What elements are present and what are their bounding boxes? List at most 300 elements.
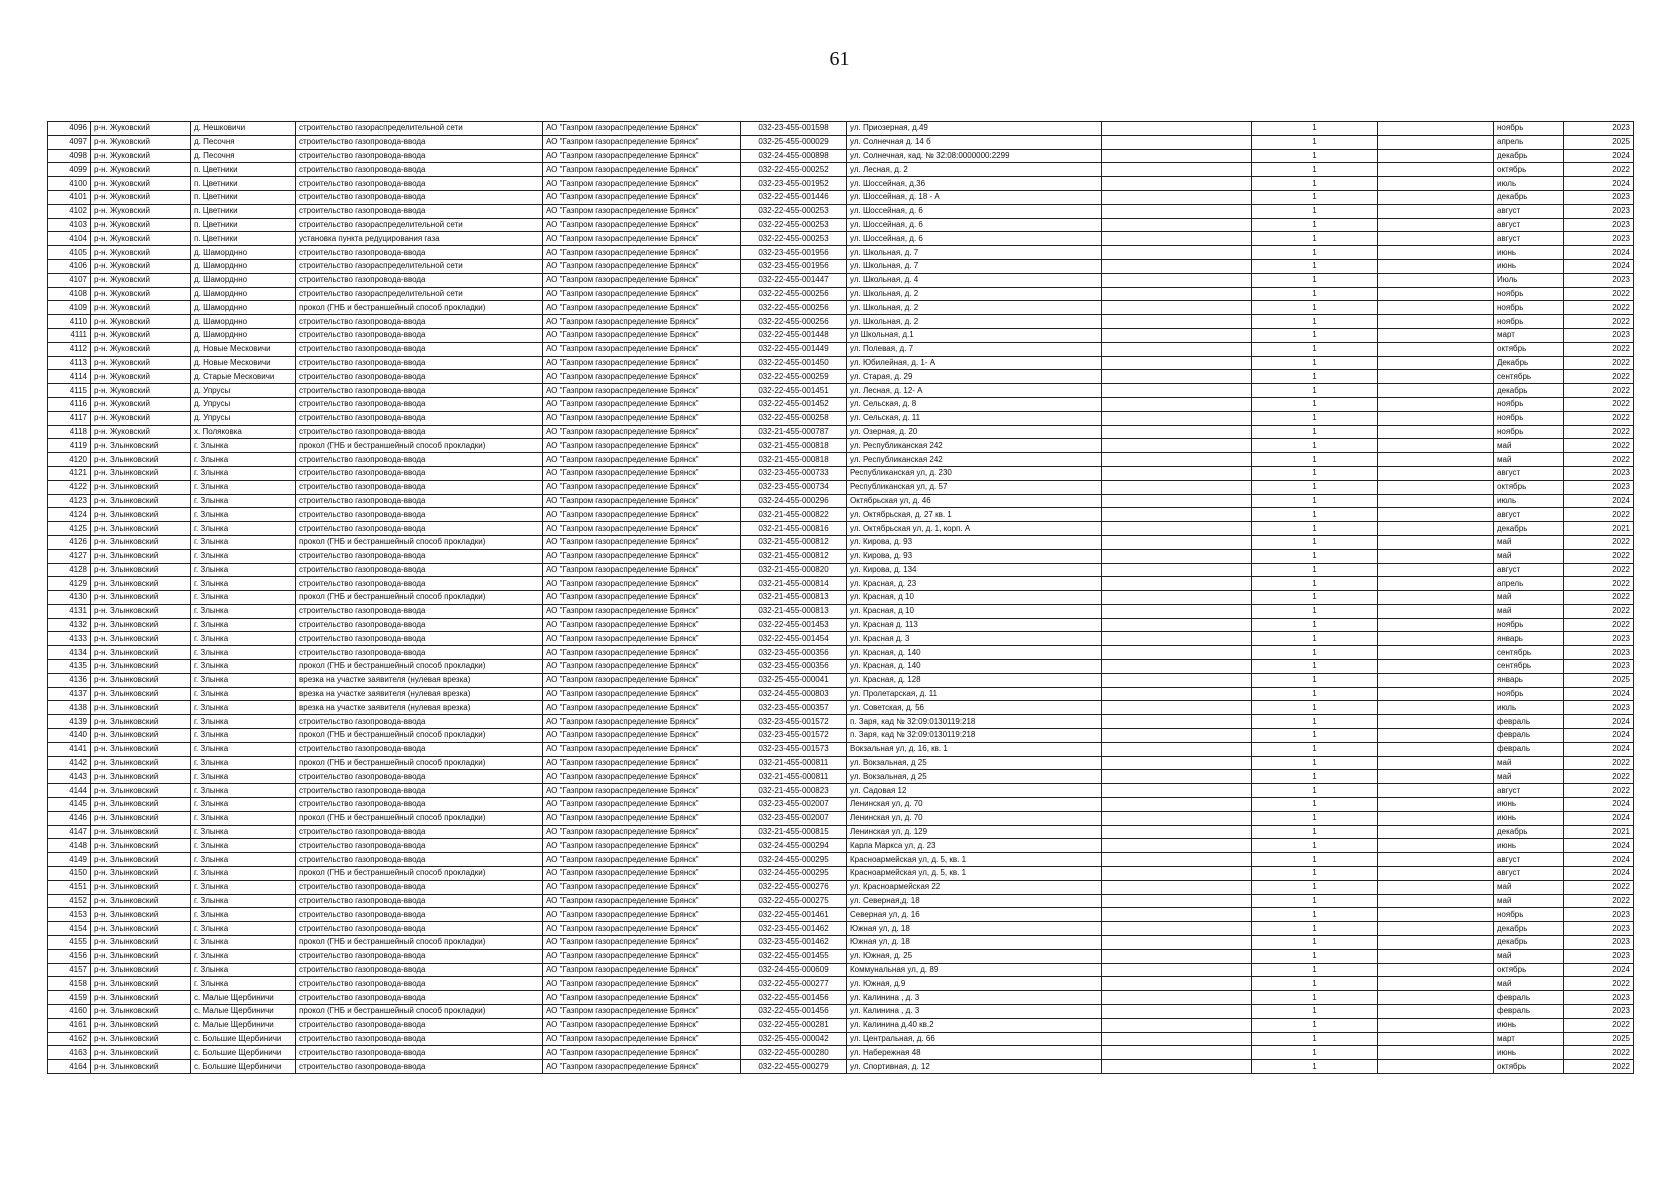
blank-cell <box>1102 742 1252 756</box>
quantity: 1 <box>1252 411 1378 425</box>
year: 2024 <box>1564 494 1634 508</box>
month: апрель <box>1494 135 1564 149</box>
row-number: 4122 <box>48 480 91 494</box>
work-type: строительство газопровода-ввода <box>296 563 543 577</box>
blank-cell <box>1378 301 1494 315</box>
year: 2024 <box>1564 687 1634 701</box>
settlement: г. Злынка <box>191 701 296 715</box>
blank-cell <box>1378 618 1494 632</box>
blank-cell <box>1102 149 1252 163</box>
row-number: 4134 <box>48 646 91 660</box>
district: р-н. Жуковский <box>91 397 191 411</box>
month: март <box>1494 1032 1564 1046</box>
organization: АО "Газпром газораспределение Брянск" <box>543 949 741 963</box>
work-type: строительство газопровода-ввода <box>296 190 543 204</box>
table-row <box>48 287 1634 301</box>
work-type: строительство газопровода-ввода <box>296 370 543 384</box>
table-row <box>48 135 1634 149</box>
quantity: 1 <box>1252 453 1378 467</box>
month: декабрь <box>1494 922 1564 936</box>
organization: АО "Газпром газораспределение Брянск" <box>543 756 741 770</box>
application-number: 032-23-455-001572 <box>741 715 847 729</box>
quantity: 1 <box>1252 273 1378 287</box>
application-number: 032-23-455-000733 <box>741 466 847 480</box>
year: 2024 <box>1564 963 1634 977</box>
blank-cell <box>1378 991 1494 1005</box>
work-type: прокол (ГНБ и бестраншейный способ прокладки) <box>296 1005 543 1019</box>
year: 2022 <box>1564 315 1634 329</box>
blank-cell <box>1102 342 1252 356</box>
quantity: 1 <box>1252 1060 1378 1074</box>
row-number: 4115 <box>48 384 91 398</box>
address: ул. Кирова, д. 93 <box>847 549 1102 563</box>
district: р-н. Злынковский <box>91 549 191 563</box>
year: 2024 <box>1564 867 1634 881</box>
month: май <box>1494 949 1564 963</box>
application-number: 032-23-455-001573 <box>741 742 847 756</box>
table-row <box>48 936 1634 950</box>
blank-cell <box>1378 742 1494 756</box>
district: р-н. Злынковский <box>91 453 191 467</box>
address: ул. Шоссейная, д. 6 <box>847 204 1102 218</box>
year: 2022 <box>1564 1046 1634 1060</box>
address: ул. Набережная 48 <box>847 1046 1102 1060</box>
blank-cell <box>1378 328 1494 342</box>
quantity: 1 <box>1252 880 1378 894</box>
blank-cell <box>1378 949 1494 963</box>
quantity: 1 <box>1252 315 1378 329</box>
row-number: 4154 <box>48 922 91 936</box>
month: май <box>1494 591 1564 605</box>
settlement: г. Злынка <box>191 867 296 881</box>
row-number: 4148 <box>48 839 91 853</box>
application-number: 032-22-455-000277 <box>741 977 847 991</box>
row-number: 4139 <box>48 715 91 729</box>
work-type: прокол (ГНБ и бестраншейный способ прокладки) <box>296 811 543 825</box>
year: 2023 <box>1564 632 1634 646</box>
work-type: строительство газопровода-ввода <box>296 908 543 922</box>
work-type: строительство газопровода-ввода <box>296 798 543 812</box>
blank-cell <box>1102 991 1252 1005</box>
district: р-н. Жуковский <box>91 425 191 439</box>
address: ул. Красная, д. 140 <box>847 646 1102 660</box>
district: р-н. Злынковский <box>91 466 191 480</box>
month: февраль <box>1494 742 1564 756</box>
organization: АО "Газпром газораспределение Брянск" <box>543 784 741 798</box>
quantity: 1 <box>1252 177 1378 191</box>
district: р-н. Жуковский <box>91 190 191 204</box>
quantity: 1 <box>1252 936 1378 950</box>
district: р-н. Злынковский <box>91 977 191 991</box>
quantity: 1 <box>1252 1018 1378 1032</box>
address: Карла Маркса ул, д. 23 <box>847 839 1102 853</box>
row-number: 4152 <box>48 894 91 908</box>
settlement: г. Злынка <box>191 466 296 480</box>
row-number: 4142 <box>48 756 91 770</box>
quantity: 1 <box>1252 328 1378 342</box>
year: 2024 <box>1564 729 1634 743</box>
work-type: строительство газопровода-ввода <box>296 1032 543 1046</box>
application-number: 032-21-455-000815 <box>741 825 847 839</box>
year: 2023 <box>1564 190 1634 204</box>
settlement: д. Упрусы <box>191 397 296 411</box>
application-number: 032-21-455-000816 <box>741 522 847 536</box>
quantity: 1 <box>1252 742 1378 756</box>
district: р-н. Жуковский <box>91 287 191 301</box>
month: май <box>1494 535 1564 549</box>
month: май <box>1494 770 1564 784</box>
blank-cell <box>1378 135 1494 149</box>
address: ул. Шоссейная, д.36 <box>847 177 1102 191</box>
work-type: прокол (ГНБ и бестраншейный способ прокладки) <box>296 756 543 770</box>
settlement: г. Злынка <box>191 453 296 467</box>
district: р-н. Злынковский <box>91 577 191 591</box>
settlement: г. Злынка <box>191 977 296 991</box>
organization: АО "Газпром газораспределение Брянск" <box>543 218 741 232</box>
quantity: 1 <box>1252 618 1378 632</box>
work-type: строительство газопровода-ввода <box>296 522 543 536</box>
year: 2022 <box>1564 453 1634 467</box>
row-number: 4107 <box>48 273 91 287</box>
settlement: с. Большие Щербиничи <box>191 1046 296 1060</box>
month: ноябрь <box>1494 397 1564 411</box>
blank-cell <box>1102 370 1252 384</box>
blank-cell <box>1378 867 1494 881</box>
blank-cell <box>1378 729 1494 743</box>
row-number: 4098 <box>48 149 91 163</box>
month: декабрь <box>1494 190 1564 204</box>
district: р-н. Злынковский <box>91 867 191 881</box>
quantity: 1 <box>1252 232 1378 246</box>
organization: АО "Газпром газораспределение Брянск" <box>543 936 741 950</box>
blank-cell <box>1378 1046 1494 1060</box>
year: 2022 <box>1564 563 1634 577</box>
blank-cell <box>1102 273 1252 287</box>
settlement: г. Злынка <box>191 853 296 867</box>
address: Красноармейская ул, д. 5, кв. 1 <box>847 867 1102 881</box>
row-number: 4104 <box>48 232 91 246</box>
row-number: 4099 <box>48 163 91 177</box>
month: октябрь <box>1494 1060 1564 1074</box>
settlement: г. Злынка <box>191 963 296 977</box>
organization: АО "Газпром газораспределение Брянск" <box>543 301 741 315</box>
year: 2024 <box>1564 259 1634 273</box>
work-type: строительство газопровода-ввода <box>296 508 543 522</box>
district: р-н. Злынковский <box>91 632 191 646</box>
district: р-н. Жуковский <box>91 177 191 191</box>
application-number: 032-22-455-001456 <box>741 991 847 1005</box>
table-row <box>48 646 1634 660</box>
blank-cell <box>1378 1032 1494 1046</box>
month: август <box>1494 563 1564 577</box>
year: 2023 <box>1564 701 1634 715</box>
work-type: строительство газопровода-ввода <box>296 342 543 356</box>
organization: АО "Газпром газораспределение Брянск" <box>543 384 741 398</box>
address: ул. Кирова, д. 93 <box>847 535 1102 549</box>
quantity: 1 <box>1252 825 1378 839</box>
month: июнь <box>1494 798 1564 812</box>
blank-cell <box>1102 577 1252 591</box>
address: Республиканская ул, д. 57 <box>847 480 1102 494</box>
row-number: 4116 <box>48 397 91 411</box>
table-row <box>48 908 1634 922</box>
settlement: с. Малые Щербиничи <box>191 1018 296 1032</box>
year: 2022 <box>1564 770 1634 784</box>
application-number: 032-21-455-000814 <box>741 577 847 591</box>
year: 2022 <box>1564 425 1634 439</box>
blank-cell <box>1378 1060 1494 1074</box>
settlement: с. Малые Щербиничи <box>191 1005 296 1019</box>
settlement: д. Шаморднно <box>191 328 296 342</box>
blank-cell <box>1102 660 1252 674</box>
year: 2024 <box>1564 853 1634 867</box>
table-row <box>48 301 1634 315</box>
address: Ленинская ул, д. 129 <box>847 825 1102 839</box>
district: р-н. Злынковский <box>91 618 191 632</box>
application-number: 032-22-455-001448 <box>741 328 847 342</box>
address: ул. Красная, д. 23 <box>847 577 1102 591</box>
application-number: 032-24-455-000295 <box>741 853 847 867</box>
table-row <box>48 701 1634 715</box>
table-row <box>48 315 1634 329</box>
blank-cell <box>1378 922 1494 936</box>
address: ул. Приозерная, д.49 <box>847 122 1102 136</box>
work-type: прокол (ГНБ и бестраншейный способ прокладки) <box>296 867 543 881</box>
table-row <box>48 673 1634 687</box>
application-number: 032-22-455-000252 <box>741 163 847 177</box>
year: 2023 <box>1564 232 1634 246</box>
year: 2022 <box>1564 894 1634 908</box>
row-number: 4129 <box>48 577 91 591</box>
quantity: 1 <box>1252 397 1378 411</box>
year: 2022 <box>1564 356 1634 370</box>
settlement: д. Шаморднно <box>191 301 296 315</box>
month: август <box>1494 232 1564 246</box>
settlement: п. Цветники <box>191 177 296 191</box>
organization: АО "Газпром газораспределение Брянск" <box>543 135 741 149</box>
work-type: строительство газопровода-ввода <box>296 742 543 756</box>
work-type: строительство газопровода-ввода <box>296 494 543 508</box>
district: р-н. Злынковский <box>91 480 191 494</box>
table-row <box>48 853 1634 867</box>
address: ул. Шоссейная, д. 6 <box>847 232 1102 246</box>
blank-cell <box>1378 798 1494 812</box>
organization: АО "Газпром газораспределение Брянск" <box>543 977 741 991</box>
blank-cell <box>1378 632 1494 646</box>
work-type: строительство газопровода-ввода <box>296 894 543 908</box>
year: 2022 <box>1564 439 1634 453</box>
settlement: х. Поляковка <box>191 425 296 439</box>
table-row <box>48 991 1634 1005</box>
table-row <box>48 1060 1634 1074</box>
application-number: 032-23-455-000357 <box>741 701 847 715</box>
address: Южная ул, д. 18 <box>847 922 1102 936</box>
work-type: врезка на участке заявителя (нулевая врезка) <box>296 687 543 701</box>
blank-cell <box>1102 163 1252 177</box>
blank-cell <box>1102 784 1252 798</box>
district: р-н. Жуковский <box>91 411 191 425</box>
organization: АО "Газпром газораспределение Брянск" <box>543 522 741 536</box>
blank-cell <box>1102 287 1252 301</box>
address: ул. Школьная, д. 7 <box>847 246 1102 260</box>
blank-cell <box>1102 177 1252 191</box>
application-number: 032-23-455-001462 <box>741 936 847 950</box>
district: р-н. Злынковский <box>91 591 191 605</box>
blank-cell <box>1378 411 1494 425</box>
year: 2022 <box>1564 163 1634 177</box>
year: 2023 <box>1564 646 1634 660</box>
row-number: 4121 <box>48 466 91 480</box>
row-number: 4149 <box>48 853 91 867</box>
organization: АО "Газпром газораспределение Брянск" <box>543 549 741 563</box>
organization: АО "Газпром газораспределение Брянск" <box>543 1060 741 1074</box>
application-number: 032-23-455-001956 <box>741 259 847 273</box>
address: ул. Южная, д.9 <box>847 977 1102 991</box>
table-row <box>48 535 1634 549</box>
quantity: 1 <box>1252 342 1378 356</box>
blank-cell <box>1378 908 1494 922</box>
district: р-н. Злынковский <box>91 784 191 798</box>
blank-cell <box>1102 466 1252 480</box>
blank-cell <box>1378 466 1494 480</box>
year: 2023 <box>1564 660 1634 674</box>
organization: АО "Газпром газораспределение Брянск" <box>543 163 741 177</box>
address: Красноармейская ул, д. 5, кв. 1 <box>847 853 1102 867</box>
blank-cell <box>1378 701 1494 715</box>
district: р-н. Злынковский <box>91 1046 191 1060</box>
organization: АО "Газпром газораспределение Брянск" <box>543 204 741 218</box>
blank-cell <box>1102 411 1252 425</box>
year: 2023 <box>1564 218 1634 232</box>
row-number: 4119 <box>48 439 91 453</box>
year: 2024 <box>1564 177 1634 191</box>
row-number: 4102 <box>48 204 91 218</box>
year: 2025 <box>1564 135 1634 149</box>
work-type: строительство газопровода-ввода <box>296 397 543 411</box>
organization: АО "Газпром газораспределение Брянск" <box>543 480 741 494</box>
row-number: 4108 <box>48 287 91 301</box>
blank-cell <box>1378 384 1494 398</box>
quantity: 1 <box>1252 549 1378 563</box>
month: ноябрь <box>1494 315 1564 329</box>
row-number: 4101 <box>48 190 91 204</box>
district: р-н. Злынковский <box>91 880 191 894</box>
settlement: г. Злынка <box>191 591 296 605</box>
district: р-н. Злынковский <box>91 1005 191 1019</box>
month: август <box>1494 466 1564 480</box>
district: р-н. Жуковский <box>91 163 191 177</box>
year: 2025 <box>1564 1032 1634 1046</box>
settlement: г. Злынка <box>191 784 296 798</box>
month: декабрь <box>1494 149 1564 163</box>
district: р-н. Жуковский <box>91 356 191 370</box>
organization: АО "Газпром газораспределение Брянск" <box>543 618 741 632</box>
table-row <box>48 411 1634 425</box>
year: 2022 <box>1564 618 1634 632</box>
blank-cell <box>1378 977 1494 991</box>
blank-cell <box>1102 715 1252 729</box>
blank-cell <box>1378 646 1494 660</box>
blank-cell <box>1102 756 1252 770</box>
application-number: 032-22-455-000281 <box>741 1018 847 1032</box>
blank-cell <box>1378 963 1494 977</box>
application-number: 032-21-455-000813 <box>741 591 847 605</box>
quantity: 1 <box>1252 798 1378 812</box>
work-type: строительство газопровода-ввода <box>296 1018 543 1032</box>
table-row <box>48 508 1634 522</box>
month: декабрь <box>1494 522 1564 536</box>
row-number: 4103 <box>48 218 91 232</box>
table-row <box>48 273 1634 287</box>
address: ул. Школьная, д. 4 <box>847 273 1102 287</box>
blank-cell <box>1102 190 1252 204</box>
organization: АО "Газпром газораспределение Брянск" <box>543 811 741 825</box>
blank-cell <box>1378 370 1494 384</box>
district: р-н. Злынковский <box>91 701 191 715</box>
work-type: строительство газопровода-ввода <box>296 425 543 439</box>
address: ул. Республиканская 242 <box>847 453 1102 467</box>
blank-cell <box>1102 425 1252 439</box>
row-number: 4140 <box>48 729 91 743</box>
month: ноябрь <box>1494 411 1564 425</box>
district: р-н. Жуковский <box>91 370 191 384</box>
district: р-н. Жуковский <box>91 259 191 273</box>
month: ноябрь <box>1494 287 1564 301</box>
district: р-н. Жуковский <box>91 122 191 136</box>
settlement: г. Злынка <box>191 687 296 701</box>
blank-cell <box>1378 687 1494 701</box>
district: р-н. Жуковский <box>91 315 191 329</box>
blank-cell <box>1378 356 1494 370</box>
year: 2022 <box>1564 370 1634 384</box>
settlement: г. Злынка <box>191 770 296 784</box>
settlement: д. Новые Месковичи <box>191 356 296 370</box>
year: 2023 <box>1564 949 1634 963</box>
blank-cell <box>1378 673 1494 687</box>
table-row <box>48 577 1634 591</box>
address: ул. Старая, д. 29 <box>847 370 1102 384</box>
organization: АО "Газпром газораспределение Брянск" <box>543 991 741 1005</box>
application-number: 032-22-455-000253 <box>741 204 847 218</box>
application-number: 032-23-455-000734 <box>741 480 847 494</box>
work-type: установка пункта редуцирования газа <box>296 232 543 246</box>
district: р-н. Злынковский <box>91 439 191 453</box>
blank-cell <box>1378 894 1494 908</box>
month: август <box>1494 853 1564 867</box>
blank-cell <box>1102 618 1252 632</box>
quantity: 1 <box>1252 949 1378 963</box>
application-number: 032-23-455-000356 <box>741 660 847 674</box>
year: 2024 <box>1564 811 1634 825</box>
blank-cell <box>1102 494 1252 508</box>
address: ул. Спортивная, д. 12 <box>847 1060 1102 1074</box>
organization: АО "Газпром газораспределение Брянск" <box>543 867 741 881</box>
month: май <box>1494 894 1564 908</box>
organization: АО "Газпром газораспределение Брянск" <box>543 453 741 467</box>
quantity: 1 <box>1252 977 1378 991</box>
month: июль <box>1494 177 1564 191</box>
month: май <box>1494 880 1564 894</box>
settlement: г. Злынка <box>191 494 296 508</box>
year: 2024 <box>1564 798 1634 812</box>
quantity: 1 <box>1252 922 1378 936</box>
application-number: 032-22-455-000280 <box>741 1046 847 1060</box>
settlement: г. Злынка <box>191 949 296 963</box>
row-number: 4138 <box>48 701 91 715</box>
blank-cell <box>1378 880 1494 894</box>
blank-cell <box>1378 784 1494 798</box>
table-row <box>48 1032 1634 1046</box>
